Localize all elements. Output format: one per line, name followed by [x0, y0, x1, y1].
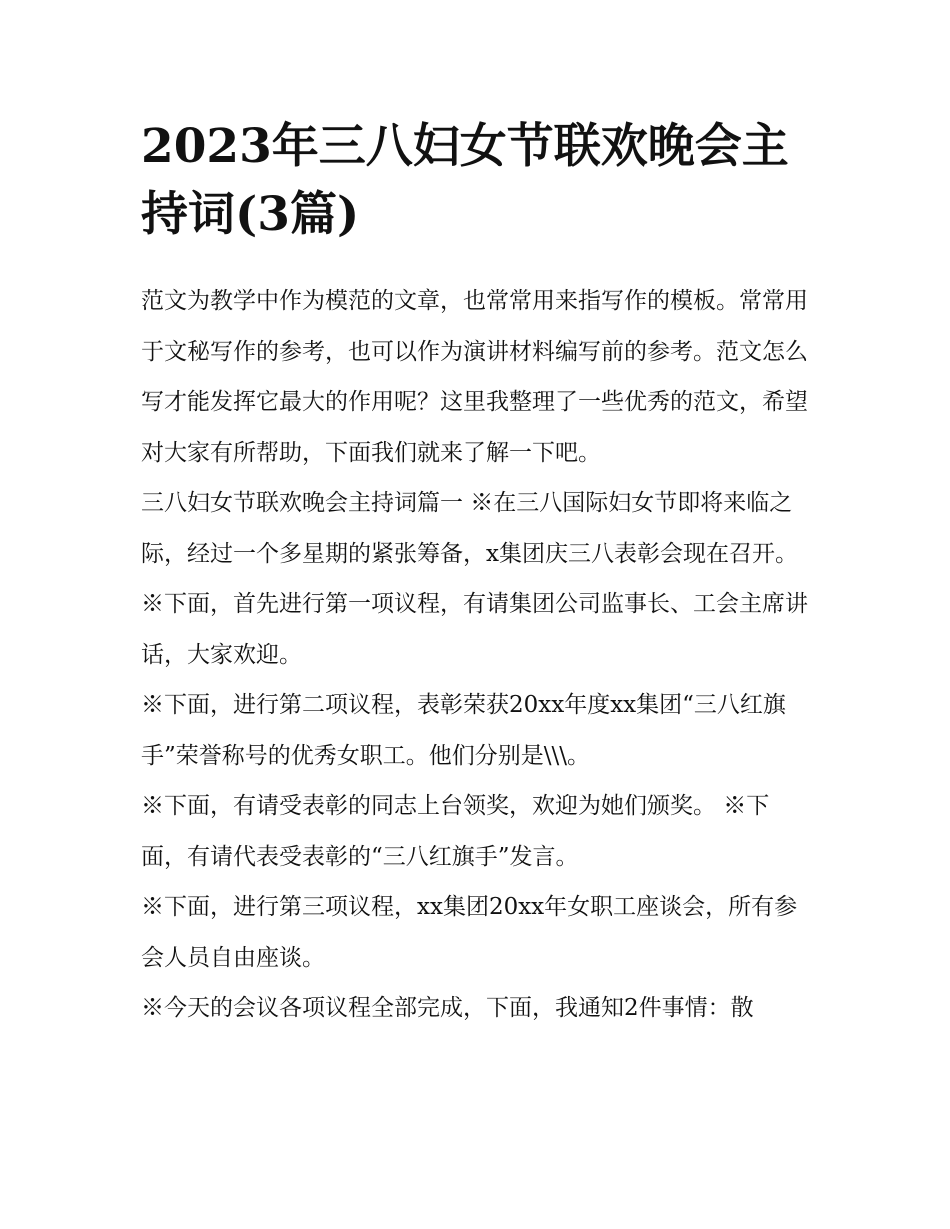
document-body — [141, 276, 813, 1034]
paragraph-award: ※下面，有请受表彰的同志上台领奖，欢迎为她们颁奖。 ※下面，有请代表受表彰的“三八红旗手”发言。 — [141, 793, 770, 870]
document-title: 2023年三八妇女节联欢晚会主持词(3篇) — [141, 119, 789, 242]
paragraph-opening: 三八妇女节联欢晚会主持词篇一 ※在三八国际妇女节即将来临之际，经过一个多星期的紧张筹备，x集团庆三八表彰会现在召开。 — [141, 490, 798, 567]
paragraph-closing: ※今天的会议各项议程全部完成，下面，我通知2件事情：散 — [141, 995, 754, 1021]
paragraph-intro: 范文为教学中作为模范的文章，也常常用来指写作的模板。常常用于文秘写作的参考，也可以作为演讲材料编写前的参考。范文怎么写才能发挥它最大的作用呢？这里我整理了一些优秀的范文，希望对大家有所帮助，下面我们就来了解一下吧。 — [141, 288, 808, 466]
paragraph-agenda-3: ※下面，进行第三项议程，xx集团20xx年女职工座谈会，所有参会人员自由座谈。 — [141, 894, 798, 971]
paragraph-agenda-2: ※下面，进行第二项议程，表彰荣获20xx年度xx集团“三八红旗手”荣誉称号的优秀女职工。他们分别是\\\。 — [141, 692, 786, 769]
paragraph-agenda-1: ※下面，首先进行第一项议程，有请集团公司监事长、工会主席讲话，大家欢迎。 — [141, 591, 808, 668]
